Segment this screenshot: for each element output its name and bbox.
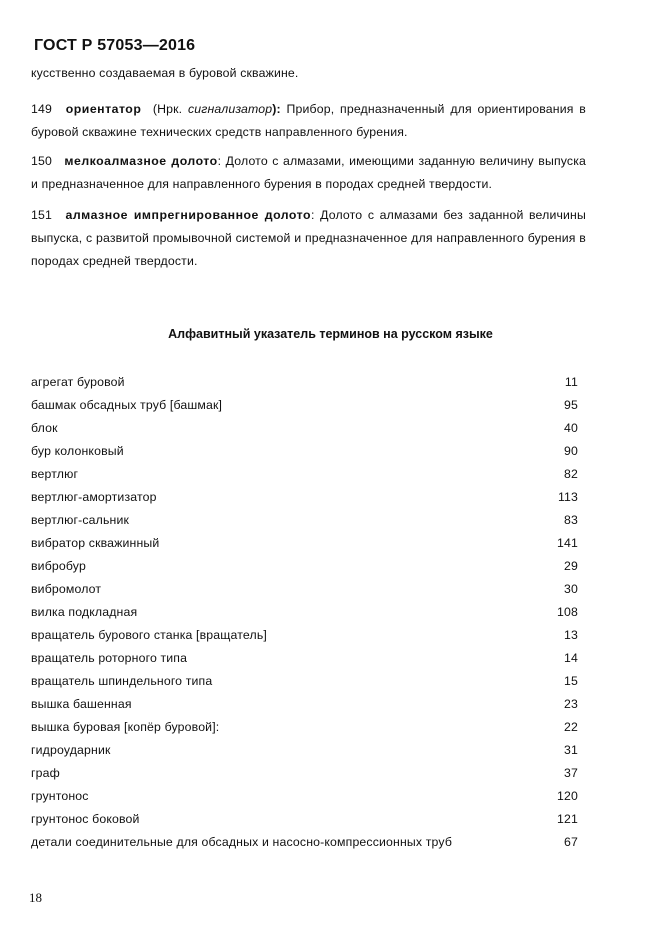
- index-page-number: 113: [557, 490, 578, 504]
- index-entry: [31, 509, 586, 532]
- index-entry: [31, 670, 586, 693]
- definition-text: : Долото с алмазами без заданной величины выпуска, с развитой промывочной системой и предназначенное для направленного бурения в породах средней твердости.: [31, 208, 586, 268]
- page-number: 18: [29, 890, 42, 905]
- index-term: вертлюг-амортизатор: [31, 490, 157, 504]
- definition-note-open: (Нрк.: [152, 102, 188, 116]
- index-page-number: 31: [564, 743, 578, 757]
- index-term: вышка буровая [копёр буровой]:: [31, 720, 220, 734]
- index-term: вилка подкладная: [31, 605, 138, 619]
- index-term: граф: [31, 766, 60, 780]
- index-page-number: 90: [564, 444, 578, 458]
- index-entry: [31, 647, 586, 670]
- index-term: вибробур: [31, 559, 86, 573]
- index-term: бур колонковый: [31, 444, 124, 458]
- index-page-number: 29: [564, 559, 578, 573]
- index-page-number: 15: [564, 674, 578, 688]
- index-page-number: 23: [564, 697, 578, 711]
- index-page-number: 120: [557, 789, 578, 803]
- index-entry: [31, 371, 586, 394]
- index-term: грунтонос боковой: [31, 812, 140, 826]
- definition-151: [31, 204, 586, 273]
- definition-term: мелкоалмазное долото: [64, 154, 218, 168]
- index-term: блок: [31, 421, 58, 435]
- index-term: детали соединительные для обсадных и насосно-компрессионных труб: [31, 835, 453, 849]
- index-page-number: 141: [557, 536, 578, 550]
- index-term: агрегат буровой: [31, 375, 125, 389]
- index-page-number: 40: [564, 421, 578, 435]
- definition-number: 151: [31, 208, 52, 222]
- index-term: вращатель роторного типа: [31, 651, 188, 665]
- index-term: вышка башенная: [31, 697, 132, 711]
- index-term: грунтонос: [31, 789, 89, 803]
- definition-number: 150: [31, 154, 52, 168]
- index-term: башмак обсадных труб [башмак]: [31, 398, 223, 412]
- index-entry: [31, 532, 586, 555]
- definition-150: [31, 150, 586, 196]
- definition-note-close: ):: [272, 102, 281, 116]
- index-entry: [31, 693, 586, 716]
- index-term: вращатель шпиндельного типа: [31, 674, 213, 688]
- index-page-number: 30: [564, 582, 578, 596]
- definition-149: [31, 98, 586, 144]
- index-entry: [31, 417, 586, 440]
- index-entry: [31, 601, 586, 624]
- index-entry: [31, 486, 586, 509]
- index-entry: [31, 463, 586, 486]
- index-page-number: 108: [557, 605, 578, 619]
- index-entry: [31, 762, 586, 785]
- index-entry: [31, 831, 586, 854]
- index-page-number: 95: [564, 398, 578, 412]
- index-term: вертлюг: [31, 467, 79, 481]
- index-page-number: 22: [564, 720, 578, 734]
- definition-alt-term: сигнализатор: [187, 102, 273, 116]
- index-entry: [31, 785, 586, 808]
- term-index: [31, 371, 586, 854]
- index-term: вертлюг-сальник: [31, 513, 130, 527]
- index-page-number: 14: [564, 651, 578, 665]
- index-page-number: 13: [564, 628, 578, 642]
- definition-number: 149: [31, 102, 52, 116]
- index-page-number: 67: [564, 835, 578, 849]
- index-entry: [31, 555, 586, 578]
- index-term: вибромолот: [31, 582, 102, 596]
- definition-term: ориентатор: [65, 102, 142, 116]
- definition-text: : Долото с алмазами, имеющими заданную величину выпуска и предназначенное для направленного бурения в породах средней твердости.: [31, 154, 586, 191]
- definition-term: алмазное импрегнированное долото: [65, 208, 312, 222]
- index-page-number: 37: [564, 766, 578, 780]
- index-page-number: 121: [557, 812, 578, 826]
- index-entry: [31, 739, 586, 762]
- index-term: гидроударник: [31, 743, 111, 757]
- index-page-number: 11: [564, 375, 578, 389]
- continued-paragraph: кусственно создаваемая в буровой скважине.: [31, 66, 299, 80]
- index-page-number: 83: [564, 513, 578, 527]
- index-page-number: 82: [564, 467, 578, 481]
- document-header: ГОСТ Р 57053—2016: [34, 37, 196, 54]
- index-title: Алфавитный указатель терминов на русском языке: [168, 327, 493, 341]
- index-term: вращатель бурового станка [вращатель]: [31, 628, 267, 642]
- definition-text: Прибор, предназначенный для ориентирования в буровой скважине технических средств направленного бурения.: [31, 102, 586, 139]
- index-entry: [31, 578, 586, 601]
- index-term: вибратор скважинный: [31, 536, 160, 550]
- index-entry: [31, 394, 586, 417]
- index-entry: [31, 440, 586, 463]
- index-entry: [31, 716, 586, 739]
- index-entry: [31, 808, 586, 831]
- index-entry: [31, 624, 586, 647]
